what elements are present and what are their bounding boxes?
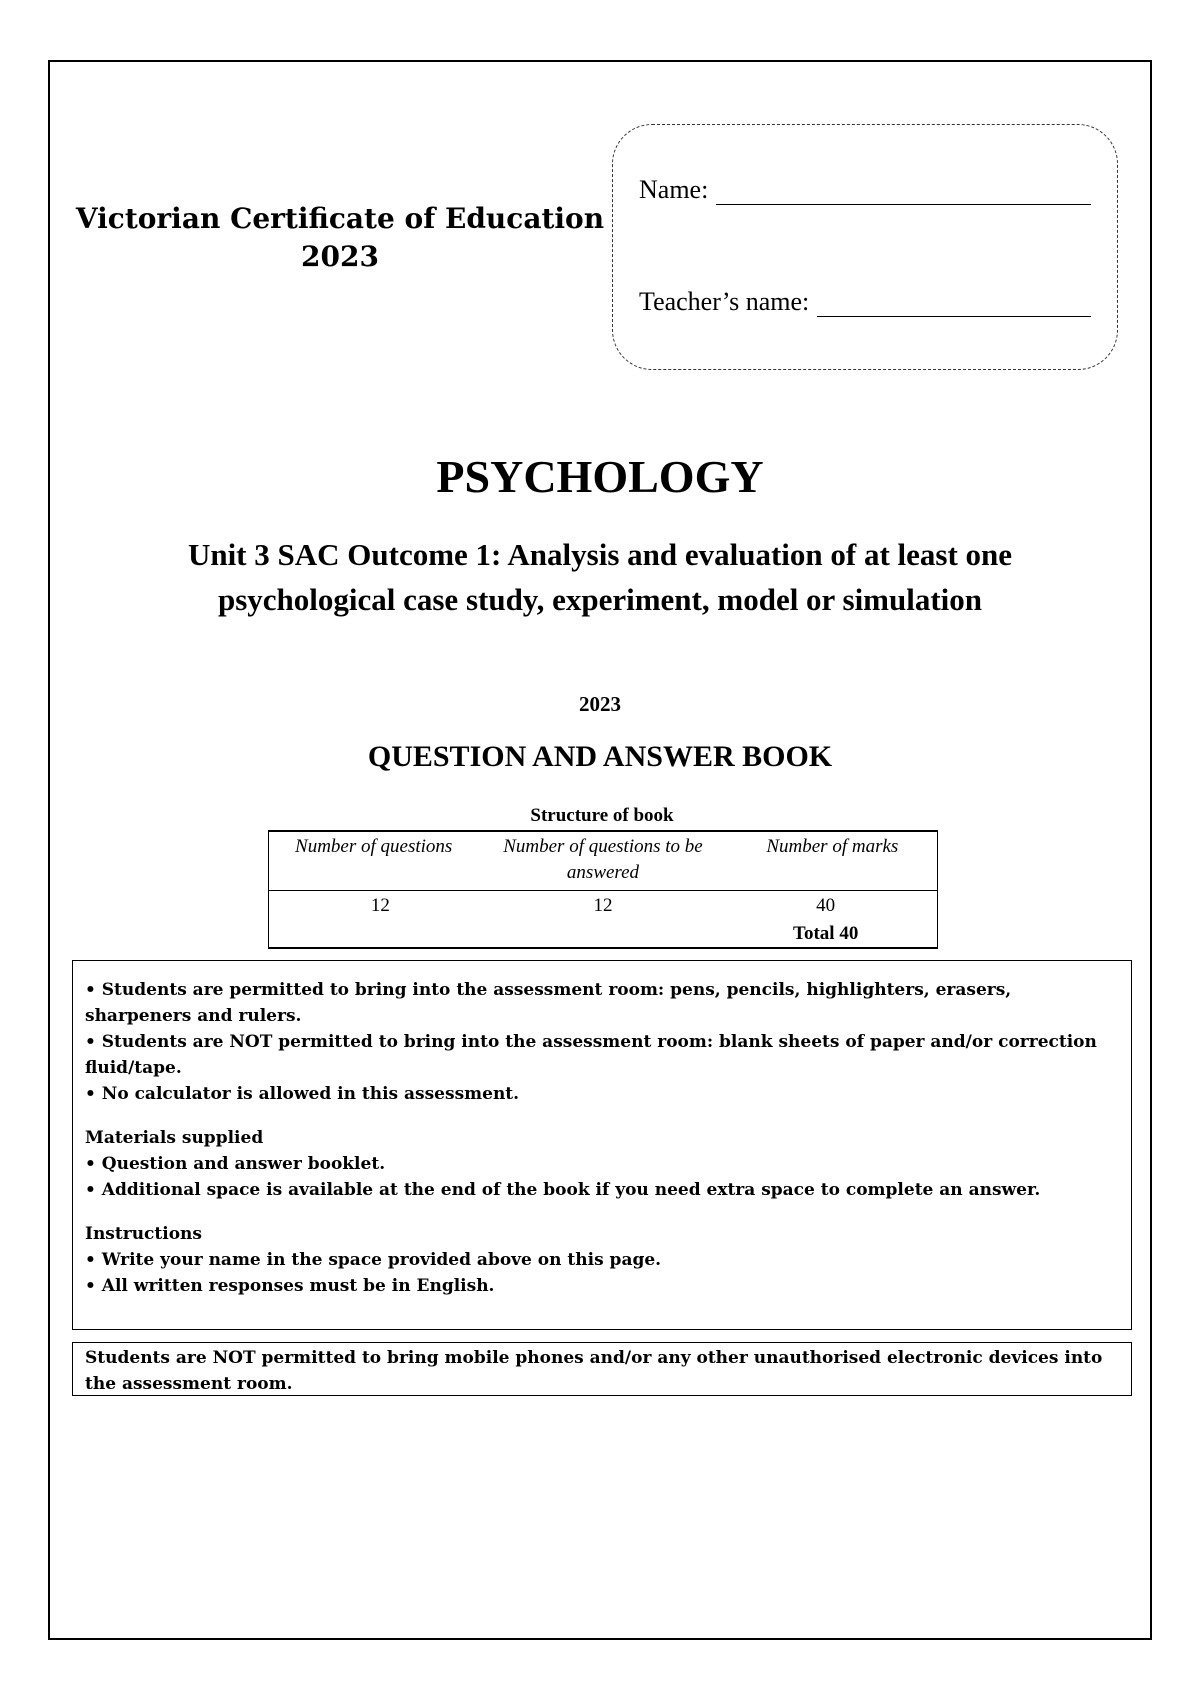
cell-blank-2 bbox=[492, 921, 715, 947]
cell-questions: 12 bbox=[370, 895, 390, 916]
teacher-name-line[interactable] bbox=[817, 294, 1091, 317]
rule-permitted-3: • No calculator is allowed in this assessment. bbox=[85, 1084, 520, 1104]
outcome-title bbox=[120, 532, 1080, 622]
outcome-line-1: Unit 3 SAC Outcome 1: Analysis and evaluation of at least one bbox=[187, 537, 1013, 572]
name-label: Name: bbox=[639, 175, 709, 204]
certificate-title bbox=[70, 200, 610, 276]
header-number-of-marks: Number of marks bbox=[766, 836, 899, 857]
book-year: 2023 bbox=[579, 692, 621, 716]
warning-box bbox=[72, 1342, 1132, 1396]
header-questions-to-answer-text: Number of questions to be answered bbox=[503, 836, 703, 883]
rules-box bbox=[72, 960, 1132, 1330]
subject-title: PSYCHOLOGY bbox=[436, 451, 764, 502]
structure-table bbox=[268, 830, 938, 949]
cell-marks: 40 bbox=[816, 895, 836, 916]
certificate-year: 2023 bbox=[301, 240, 379, 273]
structure-total-row bbox=[269, 919, 937, 947]
cell-total: Total 40 bbox=[793, 923, 859, 944]
name-field[interactable] bbox=[639, 175, 1091, 205]
warning-text: Students are NOT permitted to bring mobile phones and/or any other unauthorised electronic devices into the assessment room. bbox=[85, 1348, 1103, 1394]
name-line[interactable] bbox=[716, 182, 1091, 205]
cell-to-answer: 12 bbox=[593, 895, 613, 916]
teacher-name-field[interactable] bbox=[639, 287, 1091, 317]
materials-item-2: • Additional space is available at the end of the book if you need extra space to complete an answer. bbox=[85, 1180, 1041, 1200]
rule-permitted-2: • Students are NOT permitted to bring into the assessment room: blank sheets of paper and/or correction fluid/tape. bbox=[85, 1032, 1097, 1078]
certificate-name: Victorian Certificate of Education bbox=[75, 202, 605, 235]
teacher-name-label: Teacher’s name: bbox=[639, 287, 810, 316]
outcome-line-2: psychological case study, experiment, model or simulation bbox=[217, 582, 983, 617]
book-title: QUESTION AND ANSWER BOOK bbox=[367, 740, 833, 773]
instructions-item-1: • Write your name in the space provided above on this page. bbox=[85, 1250, 662, 1270]
name-box bbox=[612, 124, 1118, 370]
instructions-heading: Instructions bbox=[85, 1224, 202, 1244]
materials-heading: Materials supplied bbox=[85, 1128, 264, 1148]
header-number-of-questions: Number of questions bbox=[295, 836, 453, 857]
cell-blank-1 bbox=[269, 921, 492, 947]
structure-header-row bbox=[269, 832, 937, 891]
materials-item-1: • Question and answer booklet. bbox=[85, 1154, 386, 1174]
structure-caption: Structure of book bbox=[530, 805, 674, 826]
rule-permitted-1: • Students are permitted to bring into the assessment room: pens, pencils, highlighters, erasers, sharpeners and rulers. bbox=[85, 980, 1012, 1026]
header-questions-to-answer bbox=[478, 834, 727, 886]
structure-data-row bbox=[269, 891, 937, 919]
instructions-item-2: • All written responses must be in English. bbox=[85, 1276, 495, 1296]
